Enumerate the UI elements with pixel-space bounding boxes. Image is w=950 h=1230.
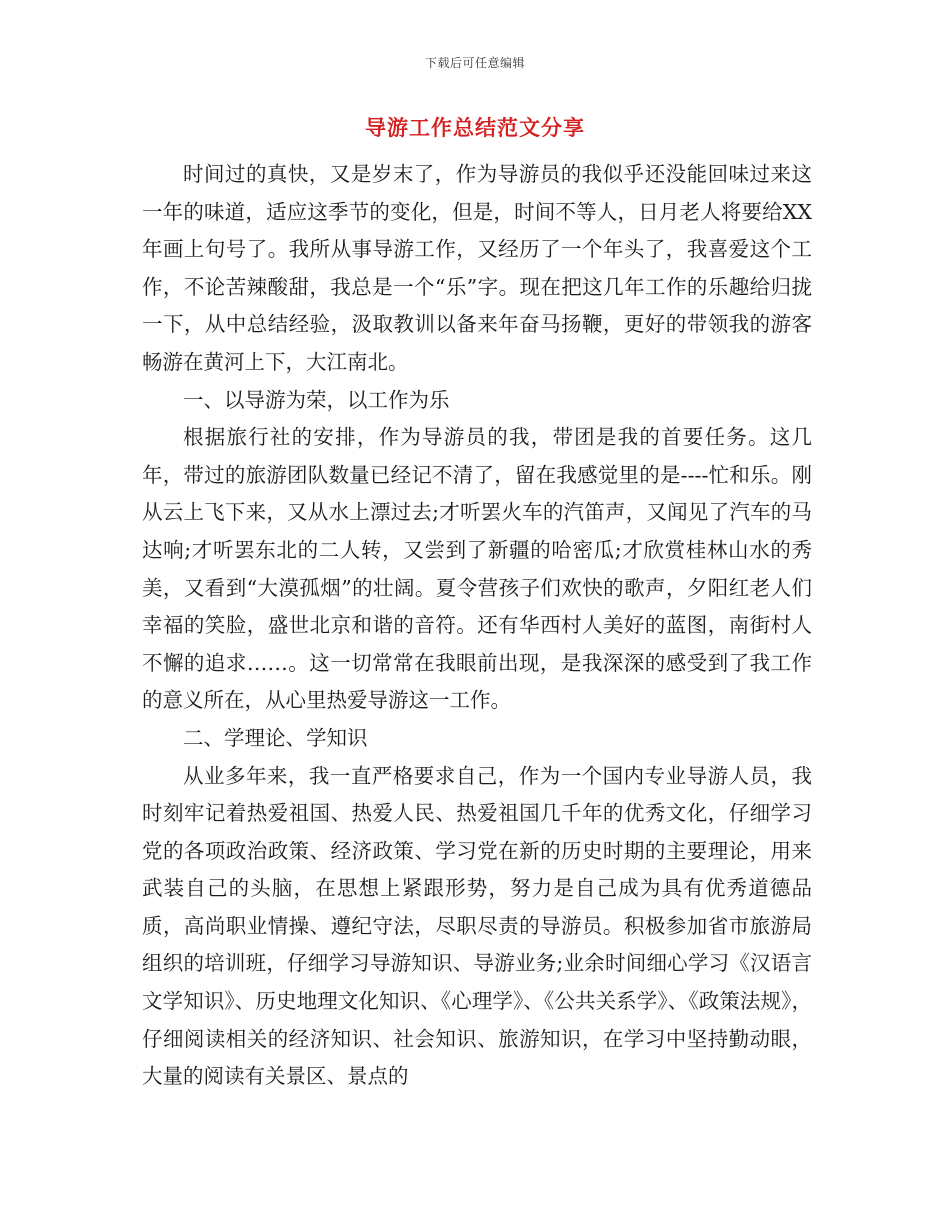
section-heading-1: 一、以导游为荣，以工作为乐 bbox=[183, 387, 450, 412]
document-body bbox=[142, 156, 812, 1096]
document-title: 导游工作总结范文分享 bbox=[365, 115, 585, 140]
header-note: 下载后可任意编辑 bbox=[424, 56, 525, 70]
paragraph-intro: 时间过的真快，又是岁末了，作为导游员的我似乎还没能回味过来这一年的味道，适应这季节的变化，但是，时间不等人，日月老人将要给XX年画上句号了。我所从事导游工作，又经历了一个年头了，我喜爱这个工作，不论苦辣酸甜，我总是一个“乐”字。现在把这几年工作的乐趣给归拢一下，从中总结经验，汲取教训以备来年奋马扬鞭，更好的带领我的游客畅游在黄河上下，大江南北。 bbox=[142, 162, 812, 374]
section-heading-2: 二、学理论、学知识 bbox=[183, 725, 368, 750]
paragraph-section-1: 根据旅行社的安排，作为导游员的我，带团是我的首要任务。这几年，带过的旅游团队数量已经记不清了，留在我感觉里的是----忙和乐。刚从云上飞下来，又从水上漂过去;才听罢火车的汽笛声，又闻见了汽车的马达响;才听罢东北的二人转，又尝到了新疆的哈密瓜;才欣赏桂林山水的秀美，又看到“大漠孤烟”的壮阔。夏令营孩子们欢快的歌声，夕阳红老人们幸福的笑脸，盛世北京和谐的音符。还有华西村人美好的蓝图，南街村人不懈的追求……。这一切常常在我眼前出现，是我深深的感受到了我工作的意义所在，从心里热爱导游这一工作。 bbox=[142, 425, 812, 713]
paragraph-section-2: 从业多年来，我一直严格要求自己，作为一个国内专业导游人员，我时刻牢记着热爱祖国、热爱人民、热爱祖国几千年的优秀文化，仔细学习党的各项政治政策、经济政策、学习党在新的历史时期的主要理论，用来武装自己的头脑，在思想上紧跟形势，努力是自己成为具有优秀道德品质，高尚职业情操、遵纪守法，尽职尽责的导游员。积极参加省市旅游局组织的培训班，仔细学习导游知识、导游业务;业余时间细心学习《汉语言文学知识》、历史地理文化知识、《心理学》、《公共关系学》、《政策法规》，仔细阅读相关的经济知识、社会知识、旅游知识，在学习中坚持勤动眼，大量的阅读有关景区、景点的 bbox=[142, 763, 812, 1089]
